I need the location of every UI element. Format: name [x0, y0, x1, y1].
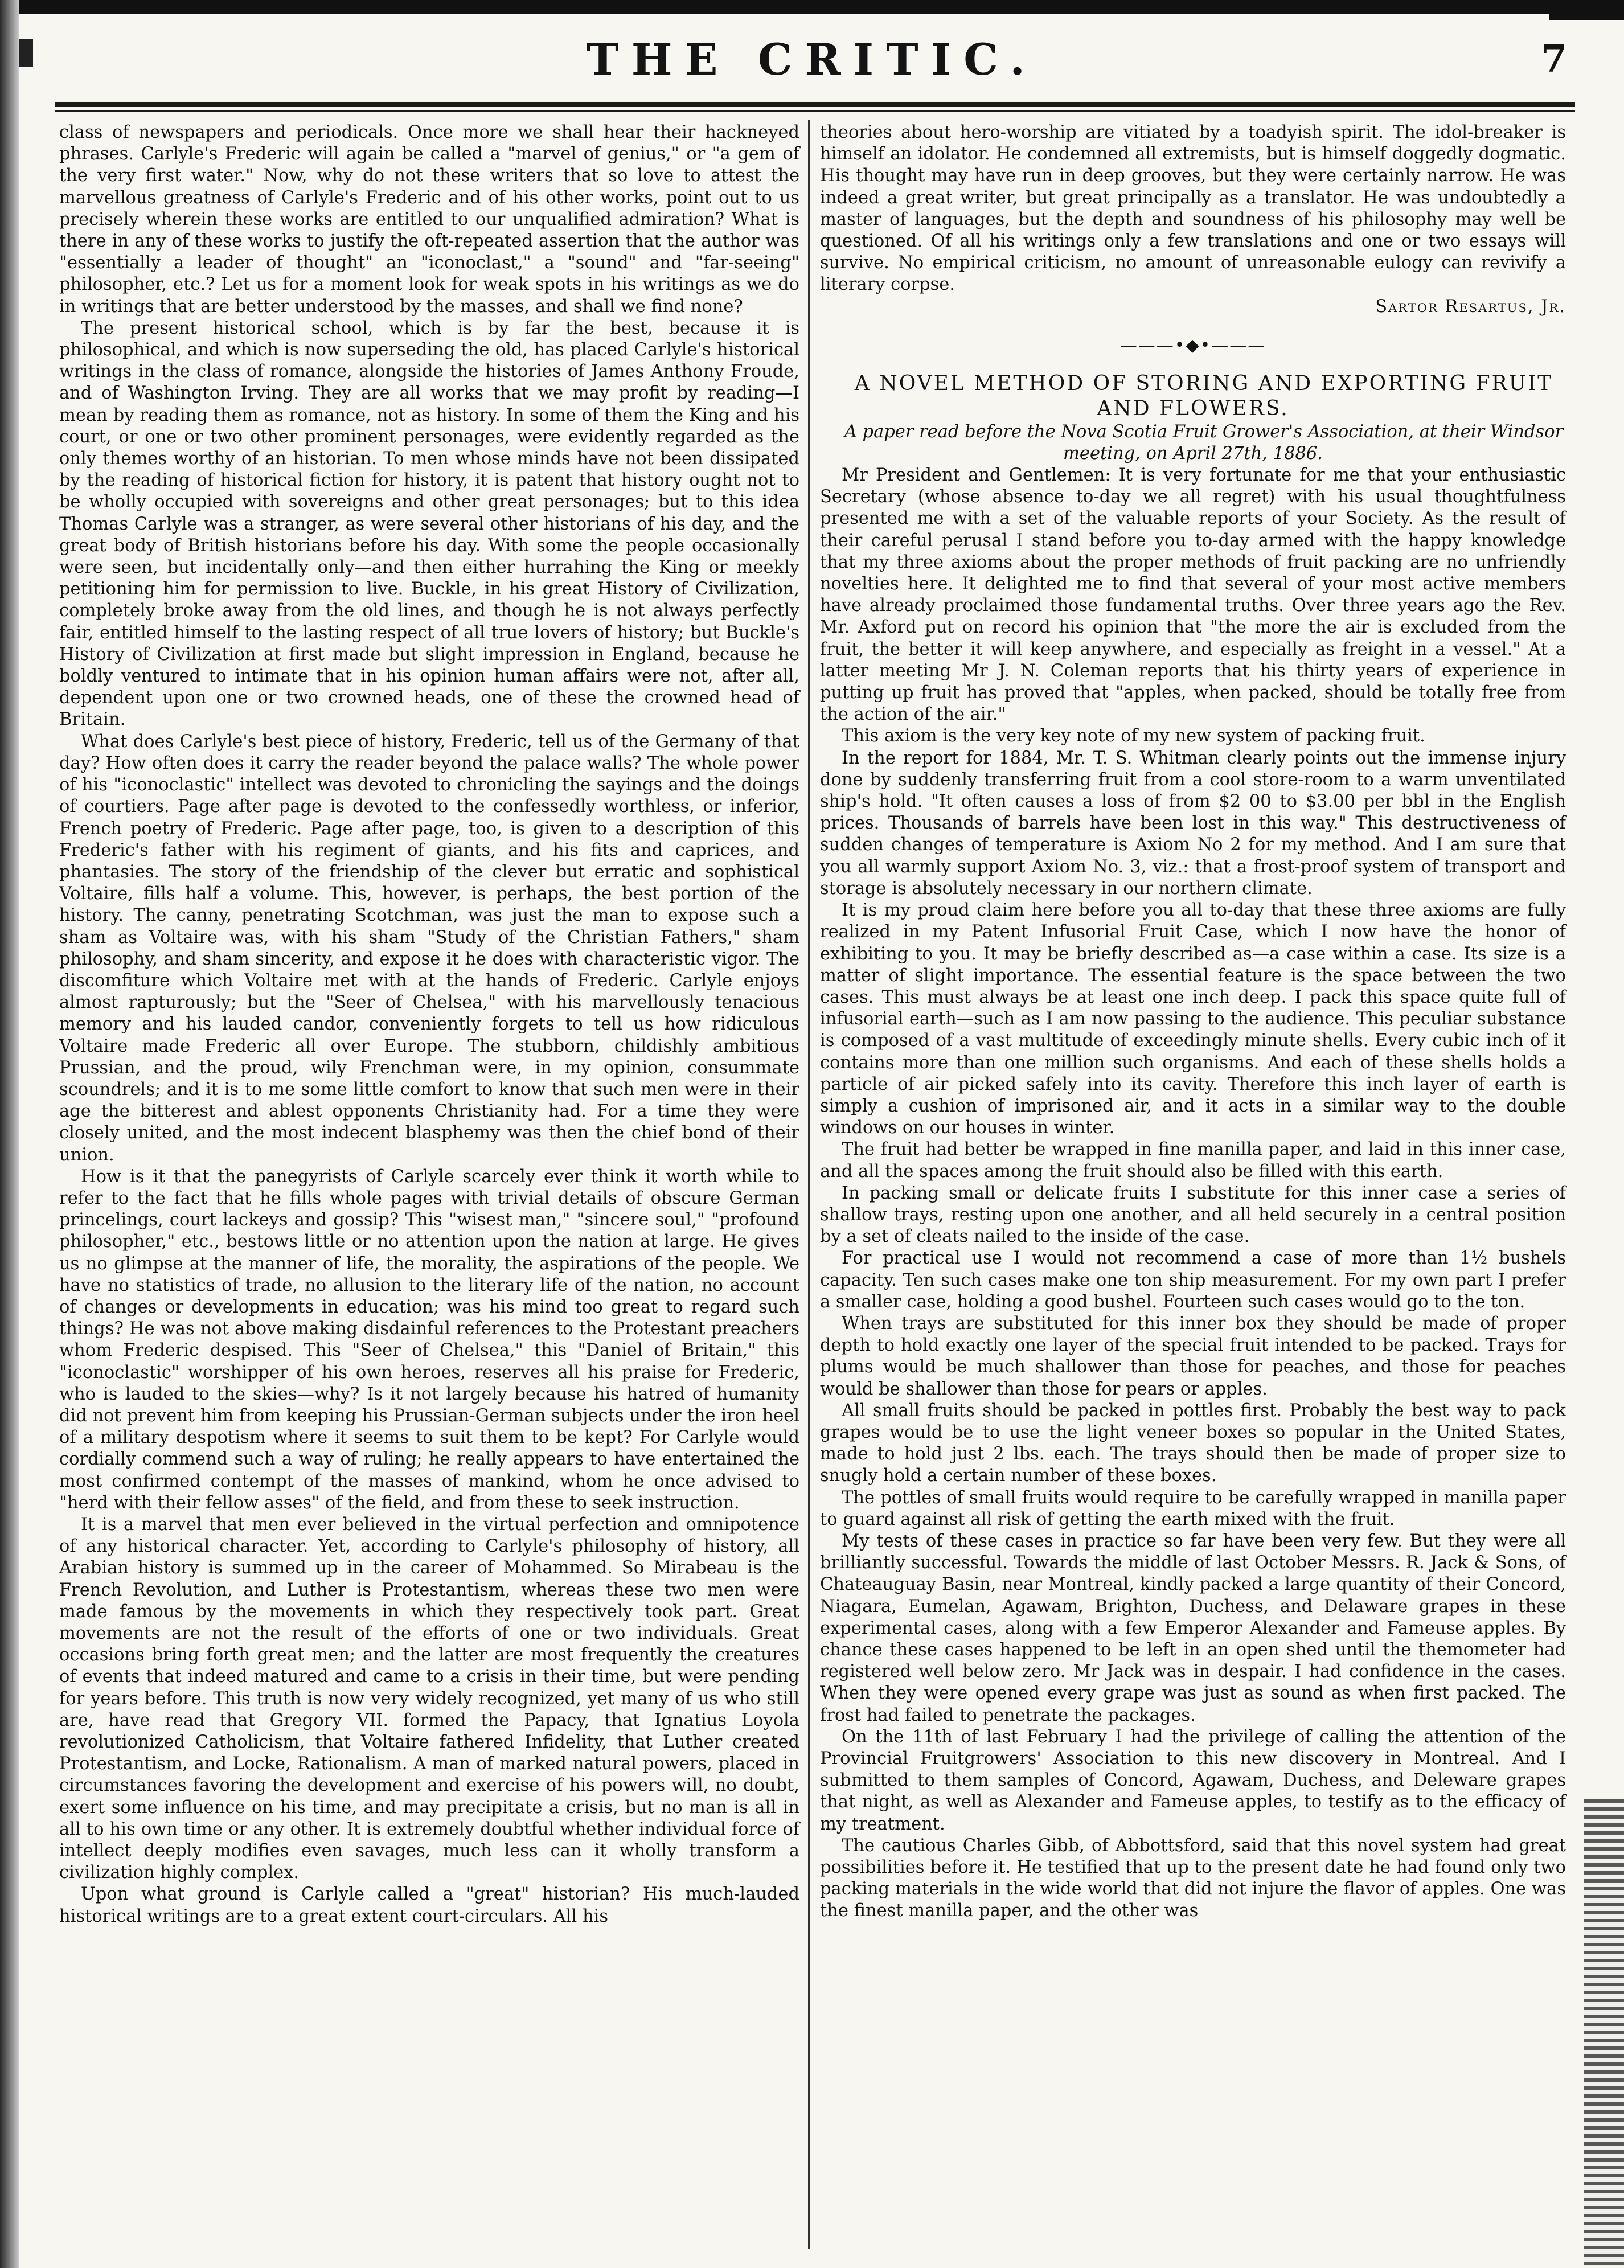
article-paragraph: It is a marvel that men ever believed in the virtual perfection and omnipotence of any historical character. Yet, according to Carlyle's philosophy of history, all Arabian history is summed up in the career of Mohammed. So Mirabeau is the French Revolution, and Luther is Protestantism, whereas these two men were made famous by the movements in which they respectively took part. Great movements are not the result of the efforts of one or two individuals. Great occasions bring forth great men; and the latter are most frequently the creatures of events that indeed matured and came to a crisis in their time, but were pending for years before. This truth is now very widely recognized, yet many of us who still are, have read that Gregory VII. formed the Papacy, that Ignatius Loyola revolutionized Catholicism, that Voltaire fathered Infidelity, that Luther created Protestantism, and Locke, Rationalism. A man of marked natural powers, placed in circumstances favoring the development and exercise of his powers will, no doubt, exert some influence on his time, and may precipitate a crisis, but no man is all in all to his own time or any other. It is extremely doubtful whether individual force of intellect deeply modifies even savages, much less can it wholly transform a civilization highly complex.: [59, 1515, 799, 1883]
left-column: [59, 122, 799, 1927]
article-paragraph: All small fruits should be packed in pottles first. Probably the best way to pack grapes would be to use the light veneer boxes so popular in the United States, made to hold just 2 lbs. each. The trays should then be made of proper size to snugly hold a certain number of these boxes.: [820, 1400, 1566, 1486]
article-paragraph: The pottles of small fruits would require to be carefully wrapped in manilla paper to guard against all risk of getting the earth mixed with the fruit.: [820, 1487, 1566, 1529]
article-paragraph: What does Carlyle's best piece of history, Frederic, tell us of the Germany of that day? How often does it carry the reader beyond the palace walls? The whole power of his "iconoclastic" intellect was devoted to chronicling the sayings and the doings of courtiers. Page after page is devoted to the confessedly worthless, or inferior, French poetry of Frederic. Page after page, too, is given to a description of this Frederic's father with his regiment of giants, and his fits and caprices, and phantasies. The story of the friendship of the clever but erratic and sophistical Voltaire, fills half a volume. This, however, is perhaps, the best portion of the history. The canny, penetrating Scotchman, was just the man to expose such a sham as Voltaire was, with his sham "Study of the Christian Fathers," sham philosophy, and sham sincerity, and expose it he does with characteristic vigor. The discomfiture which Voltaire met with at the hands of Frederic. Carlyle enjoys almost rapturously; but the "Seer of Chelsea," with his marvellously tenacious memory and his lauded candor, conveniently forgets to tell us how ridiculous Voltaire made Frederic all over Europe. The stubborn, childishly ambitious Prussian, and the proud, wily Frenchman were, in my opinion, consummate scoundrels; and it is to me some little comfort to know that such men were in their age the bitterest and ablest opponents Christianity had. For a time they were closely united, and the most indecent blasphemy was then the chief bond of their union.: [59, 731, 799, 1165]
newspaper-title: THE CRITIC.: [587, 34, 1037, 85]
article-paragraph: The cautious Charles Gibb, of Abbottsford, said that this novel system had great possibilities before it. He testified that up to the present date he had found only two packing materials in the wide world that did not injure the flavor of apples. One was the finest manilla paper, and the other was: [820, 1835, 1566, 1921]
scan-left-edge: [0, 0, 19, 2268]
masthead: [0, 34, 1624, 97]
right-column: [820, 122, 1566, 1922]
column-divider: [808, 120, 810, 2249]
article-subtitle: A paper read before the Nova Scotia Fruit Grower's Association, at their Windsor meeting, on April 27th, 1886.: [844, 422, 1564, 464]
article-paragraph: When trays are substituted for this inner box they should be made of proper depth to hold exactly one layer of the special fruit intended to be packed. Trays for plums would be much shallower than those for peaches, and those for peaches would be shallower than those for pears or apples.: [820, 1313, 1566, 1399]
section-ornament: ———•◆•———: [1119, 335, 1266, 355]
scan-top-edge-corner: [1549, 0, 1624, 20]
article-paragraph: It is my proud claim here before you all to-day that these three axioms are fully realized in my Patent Infusorial Fruit Case, which I now have the honor of exhibiting to you. It may be briefly described as—a case within a case. Its size is a matter of slight importance. The essential feature is the space between the two cases. This must always be at least one inch deep. I pack this space quite full of infusorial earth—such as I am now passing to the audience. This peculiar substance is composed of a vast multitude of exceedingly minute shells. Every cubic inch of it contains more than one million such organisms. And each of these shells holds a particle of air picked safely into its cavity. Therefore this inch layer of earth is simply a cushion of imprisoned air, and it acts in a similar way to the double windows on our houses in winter.: [820, 900, 1566, 1138]
scan-top-edge: [0, 0, 1624, 14]
article-paragraph: class of newspapers and periodicals. Once more we shall hear their hackneyed phrases. Carlyle's Frederic will again be called a "marvel of genius," or "a gem of the very first water." Now, why do not these writers that so love to attest the marvellous greatness of Carlyle's Frederic and of his other works, point out to us precisely wherein these works are entitled to our unqualified admiration? What is there in any of these works to justify the oft-repeated assertion that the author was "essentially a leader of thought" an "iconoclast," a "sound" and "far-seeing" philosopher, etc.? Let us for a moment look for weak spots in his writings as we do in writings that are better understood by the masses, and shall we find none?: [59, 122, 799, 317]
article-paragraph: For practical use I would not recommend a case of more than 1½ bushels capacity. Ten such cases make one ton ship measurement. For my own part I prefer a smaller case, holding a good bushel. Fourteen such cases would go to the ton.: [820, 1248, 1566, 1312]
author-signature: Sartor Resartus, Jr.: [1375, 296, 1566, 317]
article-continuation: theories about hero-worship are vitiated by a toadyish spirit. The idol-breaker is himself an idolator. He condemned all extremists, but is himself doggedly dogmatic. His thought may have run in deep grooves, but they were certainly narrow. He was indeed a great writer, but great principally as a translator. He was undoubtedly a master of languages, but the depth and soundness of his philosophy may well be questioned. Of all his writings only a few translations and one or two essays will survive. No empirical criticism, no amount of unreasonable eulogy can revivify a literary corpse.: [820, 122, 1566, 295]
article-paragraph: This axiom is the very key note of my new system of packing fruit.: [842, 726, 1425, 747]
scan-right-edge-damage: [1584, 1799, 1624, 2266]
article-paragraph: Mr President and Gentlemen: It is very fortunate for me that your enthusiastic Secretary (whose absence to-day we all regret) with his usual thoughtfulness presented me with a set of the valuable reports of your Society. As the result of their careful perusal I stand before you to-day armed with the happy knowledge that my three axioms about the proper methods of fruit packing are no unfriendly novelties here. It delighted me to find that several of your most active members have already proclaimed those fundamental truths. Over three years ago the Rev. Mr. Axford put on record his opinion that "the more the air is excluded from the fruit, the better it will keep anywhere, and especially as freight in a vessel." At a latter meeting Mr J. N. Coleman reports that his thirty years of experience in putting up fruit has proved that "apples, when packed, should be totally free from the action of the air.": [820, 465, 1566, 725]
article-paragraph: The present historical school, which is by far the best, because it is philosophical, and which is now superseding the old, has placed Carlyle's historical writings in the class of romance, alongside the histories of James Anthony Froude, and of Washington Irving. They are all works that we may profit by reading—I mean by reading them as romance, not as history. In some of them the King and his court, or one or two other prominent personages, were evidently regarded as the only themes worthy of an historian. To men whose minds have not been dissipated by the reading of historical fiction for history, it is patent that history ought not to be wholly occupied with sovereigns and other great personages; but to this idea Thomas Carlyle was a stranger, as were several other historians of his day, and the great body of British historians before his day. With some the people occasionally were seen, but incidentally only—and then either hurrahing the King or meekly petitioning him for permission to live. Buckle, in his great History of Civilization, completely broke away from the old lines, and though he is not always perfectly fair, entitled himself to the lasting respect of all true lovers of history; but Buckle's History of Civilization at first made but slight impression in England, because he boldly ventured to intimate that in his opinion human affairs were not, after all, dependent upon one or two crowned heads, one of these the crowned head of Britain.: [59, 318, 799, 730]
article-paragraph: Upon what ground is Carlyle called a "great" historian? His much-lauded historical writings are to a great extent court-circulars. All his: [59, 1884, 799, 1926]
article-headline: A NOVEL METHOD OF STORING AND EXPORTING FRUIT AND FLOWERS.: [854, 372, 1553, 421]
article-paragraph: In packing small or delicate fruits I substitute for this inner case a series of shallow trays, resting upon one another, and all held securely in a central position by a set of cleats nailed to the inside of the case.: [820, 1183, 1566, 1247]
page-number: 7: [1541, 36, 1567, 81]
article-paragraph: In the report for 1884, Mr. T. S. Whitman clearly points out the immense injury done by suddenly transferring fruit from a cool store-room to a warm unventilated ship's hold. "It often causes a loss of from $2 00 to $3.00 per bbl in the English prices. Thousands of barrels have been lost in this way." This destructiveness of sudden changes of temperature is Axiom No 2 for my method. And I am sure that you all warmly support Axiom No. 3, viz.: that a frost-proof system of transport and storage is absolutely necessary in our northern climate.: [820, 748, 1566, 899]
article-paragraph: The fruit had better be wrapped in fine manilla paper, and laid in this inner case, and all the spaces among the fruit should also be filled with this earth.: [820, 1139, 1566, 1182]
masthead-rule-thin: [55, 110, 1575, 112]
masthead-rule: [55, 102, 1575, 107]
article-paragraph: How is it that the panegyrists of Carlyle scarcely ever think it worth while to refer to the fact that he fills whole pages with trivial details of obscure German princelings, court lackeys and gossip? This "wisest man," "sincere soul," "profound philosopher," etc., bestows little or no attention upon the nation at large. He gives us no glimpse at the manner of life, the morality, the aspirations of the people. We have no statistics of trade, no allusion to the literary life of the nation, no account of changes or developments in education; was his mind too great to regard such things? He was not above making disdainful references to the Protestant preachers whom Frederic despised. This "Seer of Chelsea," this "Daniel of Britain," this "iconoclastic" worshipper of his own heroes, reserves all his praise for Frederic, who is lauded to the skies—why? Is it not largely because his hatred of humanity did not prevent him from keeping his Prussian-German subjects under the iron heel of a military despotism where it seems to suit them to be kept? For Carlyle would cordially commend such a way of ruling; he really appears to have entertained the most confirmed contempt of the masses of mankind, whom he once advised to "herd with their fellow asses" of the field, and from these to seek instruction.: [59, 1166, 799, 1513]
article-paragraph: On the 11th of last February I had the privilege of calling the attention of the Provincial Fruitgrowers' Association to this new discovery in Montreal. And I submitted to them samples of Concord, Agawam, Duchess, and Deleware grapes that night, as well as Alexander and Fameuse apples, to testify as to the efficacy of my treatment.: [820, 1726, 1566, 1834]
article-paragraph: My tests of these cases in practice so far have been very few. But they were all brilliantly successful. Towards the middle of last October Messrs. R. Jack & Sons, of Chateauguay Basin, near Montreal, kindly packed a large quantity of their Concord, Niagara, Eumelan, Agawam, Brighton, Duchess, and Delaware grapes in these experimental cases, along with a few Emperor Alexander and Fameuse apples. By chance these cases happened to be left in an open shed until the themometer had registered well below zero. Mr Jack was in despair. I had confidence in the cases. When they were opened every grape was just as sound as when first packed. The frost had failed to penetrate the packages.: [820, 1531, 1566, 1725]
